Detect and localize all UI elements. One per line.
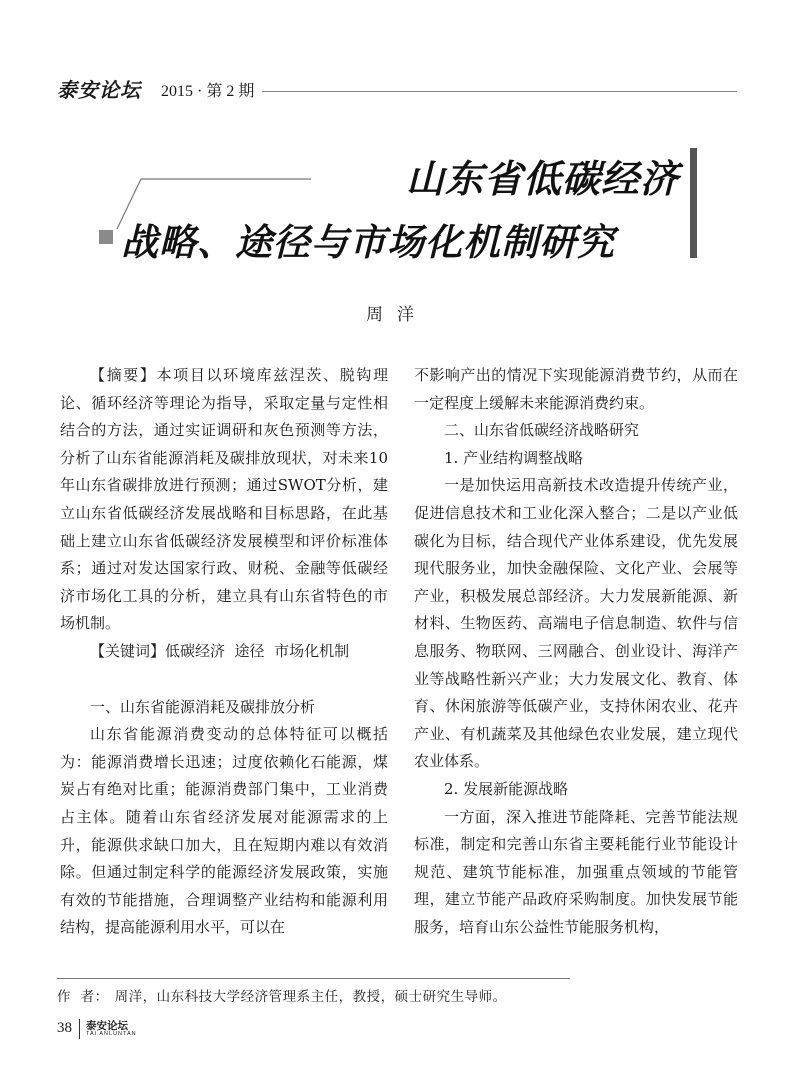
footer-brand-pinyin: TAI ANLUNTAN — [86, 1031, 137, 1037]
abstract-text: 本项目以环境库兹涅茨、脱钩理论、循环经济等理论为指导，采取定量与定性相结合的方法，通过实证调研和灰色预测等方法，分析了山东省能源消耗及碳排放现状，对未来10年山东省碳排放进行预测；通过SWOT分析，建立山东省低碳经济发展战略和目标思路，在此基础上建立山东省低碳经济发展模型和评价标准体系；通过对发达国家行政、财税、金融等低碳经济市场化工具的分析，建立具有山东省特色的市场机制。 — [60, 366, 388, 633]
section-1-heading: 一、山东省能源消耗及碳排放分析 — [90, 697, 316, 716]
page-number: 38 — [57, 1020, 72, 1036]
section-2-heading: 二、山东省低碳经济战略研究 — [444, 421, 640, 440]
footer-divider — [79, 1019, 80, 1039]
issue-number: 2015 · 第 2 期 — [161, 83, 255, 100]
footnote-rule — [57, 978, 570, 979]
spacer — [60, 666, 388, 694]
keywords — [60, 638, 388, 666]
subsection-1-heading: 1. 产业结构调整战略 — [444, 448, 584, 467]
title-vertical-bar — [690, 148, 697, 258]
keywords-label: 【关键词】 — [90, 641, 166, 660]
header-rule — [262, 91, 737, 92]
section-1-paragraph: 山东省能源消费变动的总体特征可以概括为：能源消费增长迅速；过度依赖化石能源，煤炭占有绝对比重；能源消费部门集中，工业消费占主体。随着山东省经济发展对能源需求的上升，能源供求缺口加大，且在短期内难以有效消除。但通过制定科学的能源经济发展政策，实施有效的节能措施，合理调整产业结构和能源利用结构，提高能源利用水平，可以在 — [60, 725, 388, 937]
author-footnote — [57, 985, 507, 1005]
footer-brand: 泰安论坛 — [86, 1020, 128, 1032]
footnote-label: 作 者： — [57, 989, 109, 1005]
journal-name: 泰安论坛 — [57, 78, 141, 102]
title-square-marker — [99, 230, 113, 244]
title-line-1: 山东省低碳经济 — [405, 157, 679, 201]
subsection-1-paragraph: 一是加快运用高新技术改造提升传统产业，促进信息技术和工业化深入整合；二是以产业低碳化为目标，结合现代产业体系建设，优先发展现代服务业，加快金融保险、文化产业、会展等产业，积极发展总部经济。大力发展新能源、新材料、生物医药、高端电子信息制造、软件与信息服务、物联网、三网融合、创业设计、海洋产业等战略性新兴产业；大力发展文化、教育、体育、休闲旅游等低碳产业，支持休闲农业、花卉产业、有机蔬菜及其他绿色农业发展，建立现代农业体系。 — [414, 476, 738, 771]
running-header — [57, 74, 737, 102]
abstract — [60, 362, 388, 638]
article-title-block — [95, 140, 705, 270]
right-column — [414, 362, 738, 941]
title-line-2: 战略、途径与市场化机制研究 — [121, 221, 615, 264]
left-column — [60, 362, 388, 942]
footnote-text: 周洋，山东科技大学经济管理系主任，教授，硕士研究生导师。 — [114, 989, 507, 1005]
author-name: 周洋 — [366, 305, 428, 325]
keywords-text: 低碳经济 途径 市场化机制 — [165, 641, 350, 660]
abstract-label: 【摘要】 — [90, 366, 157, 384]
subsection-2-paragraph: 一方面，深入推进节能降耗、完善节能法规标准，制定和完善山东省主要耗能行业节能设计规范、建筑节能标准，加强重点领域的节能管理，建立节能产品政府采购制度。加快发展节能服务，培育山东公益性节能服务机构， — [414, 807, 738, 936]
continued-paragraph: 不影响产出的情况下实现能源消费节约，从而在一定程度上缓解未来能源消费约束。 — [414, 366, 738, 412]
subsection-2-heading: 2. 发展新能源战略 — [444, 779, 569, 798]
